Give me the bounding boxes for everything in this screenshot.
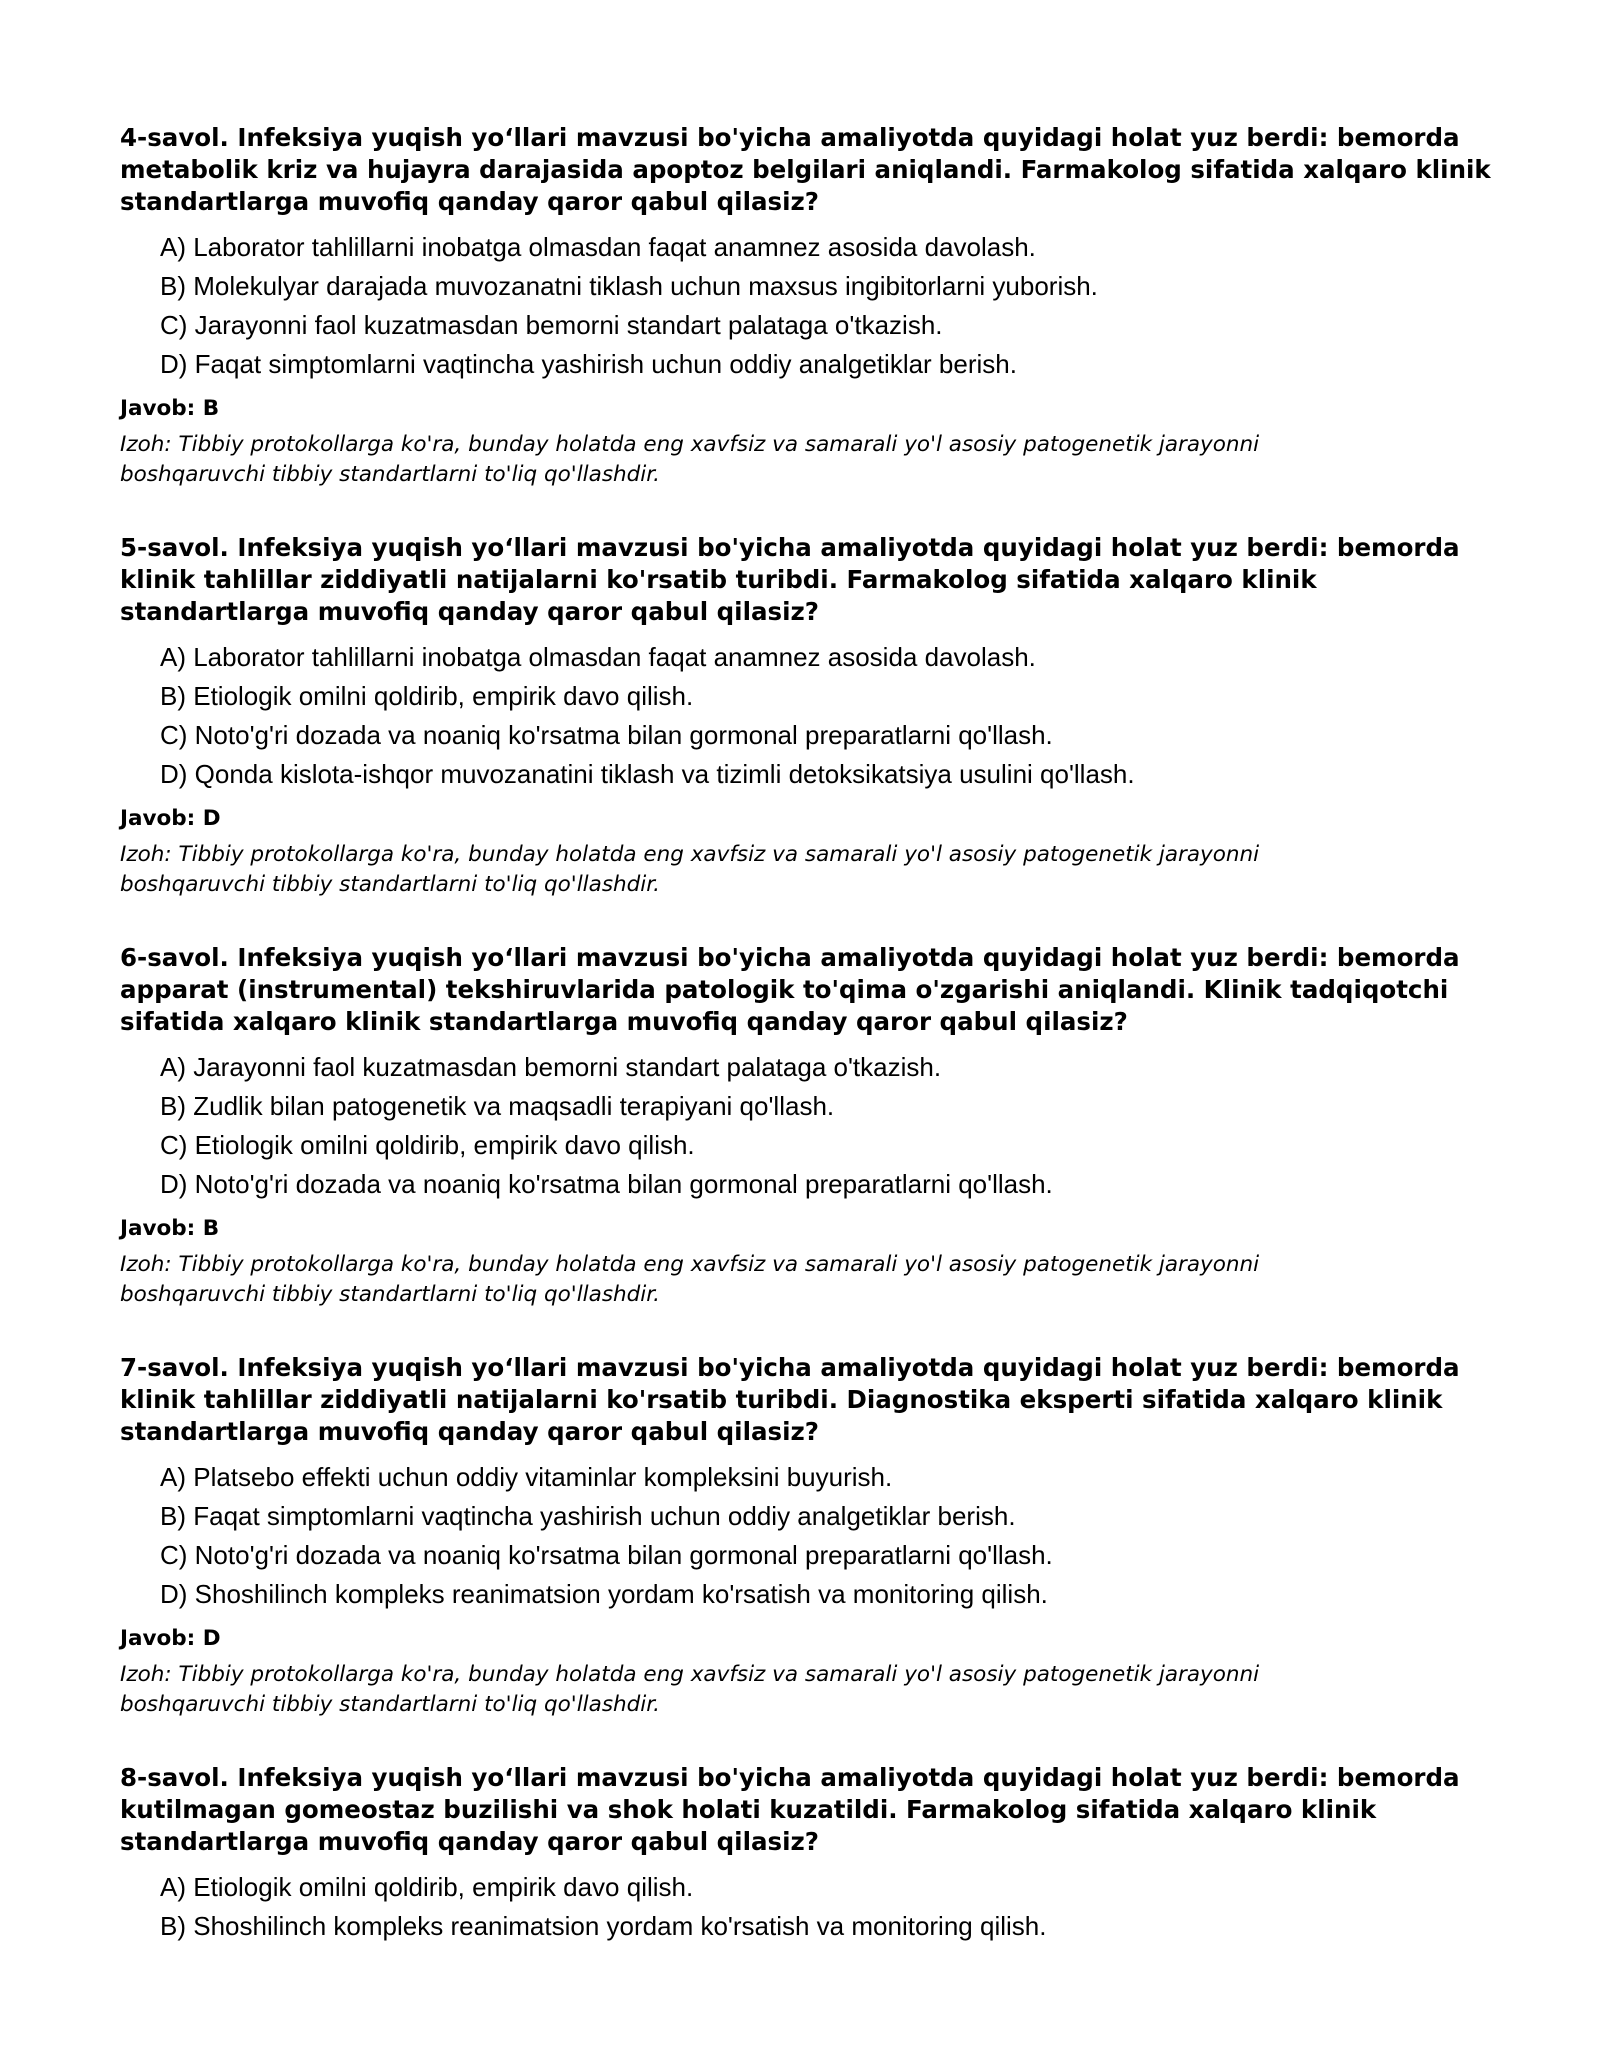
question-text: 7-savol. Infeksiya yuqish yo‘llari mavzusi bo'yicha amaliyotda quyidagi holat yuz berdi: bemorda klinik tahlillar ziddiyatli natijalarni ko'rsatib turibdi. Diagnostika eksperti sifatida xalqaro klinik standartlarga muvofiq qanday qaror qabul qilasiz?	[120, 1353, 1460, 1446]
answer-label: Javob: D	[120, 806, 221, 831]
explanation-note: Izoh: Tibbiy protokollarga ko'ra, bunday holatda eng xavfsiz va samarali yo'l asosiy patogenetik jarayonni boshqaruvchi tibbiy standartlarni to'liq qo'llashdir.	[120, 1252, 1260, 1307]
answer-label: Javob: D	[120, 1626, 221, 1651]
option-d: D) Qonda kislota-ishqor muvozanatini tiklash va tizimli detoksikatsiya usulini qo'llash.	[160, 759, 1135, 789]
options-list	[120, 228, 1500, 384]
question-block	[120, 1352, 1500, 1720]
option-c: C) Noto'g'ri dozada va noaniq ko'rsatma bilan gormonal preparatlarni qo'llash.	[160, 720, 1053, 750]
answer-label: Javob: B	[120, 396, 220, 421]
option-a: A) Jarayonni faol kuzatmasdan bemorni standart palataga o'tkazish.	[160, 1052, 942, 1082]
option-b: B) Faqat simptomlarni vaqtincha yashirish uchun oddiy analgetiklar berish.	[160, 1501, 1016, 1531]
answer-label: Javob: B	[120, 1216, 220, 1241]
options-list	[120, 1868, 1500, 1946]
question-text: 4-savol. Infeksiya yuqish yo‘llari mavzusi bo'yicha amaliyotda quyidagi holat yuz berdi: bemorda metabolik kriz va hujayra darajasida apoptoz belgilari aniqlandi. Farmakolog sifatida xalqaro klinik standartlarga muvofiq qanday qaror qabul qilasiz?	[120, 123, 1491, 216]
question-text: 6-savol. Infeksiya yuqish yo‘llari mavzusi bo'yicha amaliyotda quyidagi holat yuz berdi: bemorda apparat (instrumental) tekshiruvlarida patologik to'qima o'zgarishi aniqlandi. Klinik tadqiqotchi sifatida xalqaro klinik standartlarga muvofiq qanday qaror qabul qilasiz?	[120, 943, 1460, 1036]
option-b: B) Molekulyar darajada muvozanatni tiklash uchun maxsus ingibitorlarni yuborish.	[160, 271, 1098, 301]
explanation-note: Izoh: Tibbiy protokollarga ko'ra, bunday holatda eng xavfsiz va samarali yo'l asosiy patogenetik jarayonni boshqaruvchi tibbiy standartlarni to'liq qo'llashdir.	[120, 432, 1260, 487]
option-a: A) Etiologik omilni qoldirib, empirik davo qilish.	[160, 1872, 694, 1902]
options-list	[120, 1458, 1500, 1614]
option-b: B) Etiologik omilni qoldirib, empirik davo qilish.	[160, 681, 694, 711]
question-block	[120, 122, 1500, 490]
option-a: A) Laborator tahlillarni inobatga olmasdan faqat anamnez asosida davolash.	[160, 232, 1036, 262]
question-block	[120, 942, 1500, 1310]
option-a: A) Laborator tahlillarni inobatga olmasdan faqat anamnez asosida davolash.	[160, 642, 1036, 672]
option-a: A) Platsebo effekti uchun oddiy vitaminlar kompleksini buyurish.	[160, 1462, 893, 1492]
document-page	[120, 122, 1500, 1988]
options-list	[120, 1048, 1500, 1204]
explanation-note: Izoh: Tibbiy protokollarga ko'ra, bunday holatda eng xavfsiz va samarali yo'l asosiy patogenetik jarayonni boshqaruvchi tibbiy standartlarni to'liq qo'llashdir.	[120, 842, 1260, 897]
options-list	[120, 638, 1500, 794]
explanation-note: Izoh: Tibbiy protokollarga ko'ra, bunday holatda eng xavfsiz va samarali yo'l asosiy patogenetik jarayonni boshqaruvchi tibbiy standartlarni to'liq qo'llashdir.	[120, 1662, 1260, 1717]
question-text: 8-savol. Infeksiya yuqish yo‘llari mavzusi bo'yicha amaliyotda quyidagi holat yuz berdi: bemorda kutilmagan gomeostaz buzilishi va shok holati kuzatildi. Farmakolog sifatida xalqaro klinik standartlarga muvofiq qanday qaror qabul qilasiz?	[120, 1763, 1460, 1856]
question-block	[120, 532, 1500, 900]
option-c: C) Noto'g'ri dozada va noaniq ko'rsatma bilan gormonal preparatlarni qo'llash.	[160, 1540, 1053, 1570]
option-b: B) Shoshilinch kompleks reanimatsion yordam ko'rsatish va monitoring qilish.	[160, 1911, 1047, 1941]
option-d: D) Noto'g'ri dozada va noaniq ko'rsatma bilan gormonal preparatlarni qo'llash.	[160, 1169, 1053, 1199]
option-b: B) Zudlik bilan patogenetik va maqsadli terapiyani qo'llash.	[160, 1091, 835, 1121]
question-text: 5-savol. Infeksiya yuqish yo‘llari mavzusi bo'yicha amaliyotda quyidagi holat yuz berdi: bemorda klinik tahlillar ziddiyatli natijalarni ko'rsatib turibdi. Farmakolog sifatida xalqaro klinik standartlarga muvofiq qanday qaror qabul qilasiz?	[120, 533, 1460, 626]
option-c: C) Etiologik omilni qoldirib, empirik davo qilish.	[160, 1130, 695, 1160]
option-c: C) Jarayonni faol kuzatmasdan bemorni standart palataga o'tkazish.	[160, 310, 943, 340]
option-d: D) Faqat simptomlarni vaqtincha yashirish uchun oddiy analgetiklar berish.	[160, 349, 1017, 379]
question-block	[120, 1762, 1500, 1946]
option-d: D) Shoshilinch kompleks reanimatsion yordam ko'rsatish va monitoring qilish.	[160, 1579, 1048, 1609]
